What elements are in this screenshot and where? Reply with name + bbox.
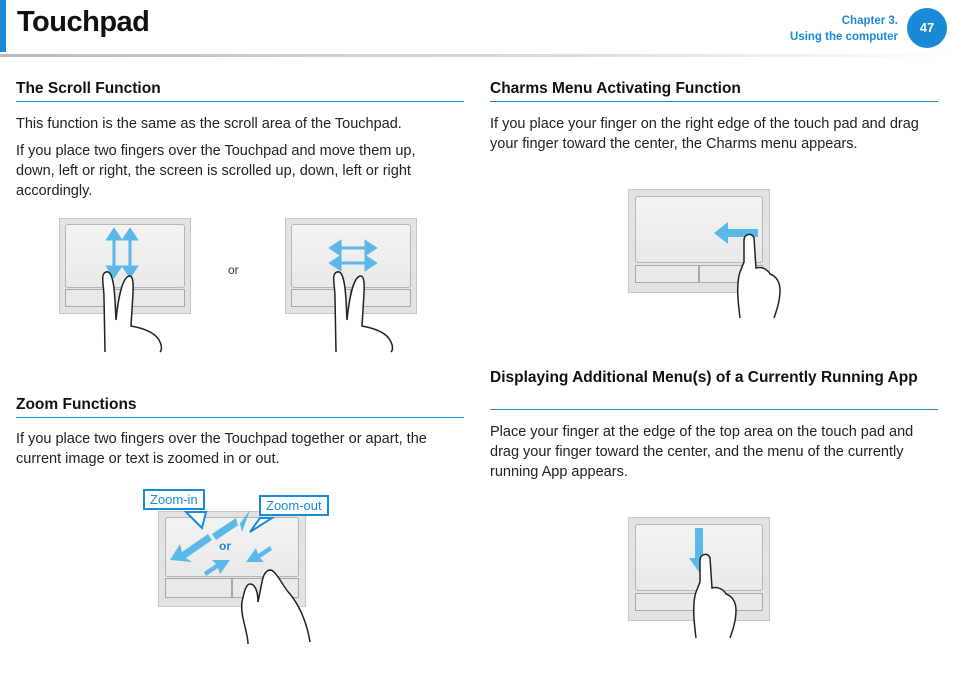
one-finger-hand-icon [730,232,782,318]
chapter-subtitle: Using the computer [790,31,898,43]
app-menu-section-title: Displaying Additional Menu(s) of a Currently Running App [490,369,918,386]
zoom-section-rule [16,417,464,418]
two-finger-hand-icon [98,270,168,352]
touchpad-left-button [165,578,232,598]
chapter-number: Chapter 3. [841,15,898,27]
app-menu-section-rule [490,409,938,410]
header-divider [0,54,954,57]
two-finger-hand-icon [236,562,312,644]
touchpad-left-button [635,265,699,283]
scroll-para-1: This function is the same as the scroll area of the Touchpad. [16,116,402,132]
zoom-out-callout: Zoom-out [259,495,329,516]
zoom-or-label: or [219,539,231,553]
scroll-para-2: If you place two fingers over the Touchpad and move them up, down, left or right, the screen is scrolled up, down, left or right accordingly. [16,143,416,199]
header-accent-bar [0,0,6,52]
chapter-label [790,13,898,45]
page-number-badge: 47 [907,8,947,48]
app-menu-para: Place your finger at the edge of the top area on the touch pad and drag your finger toward the center, and the menu of the currently running App appears. [490,424,914,480]
charms-section-rule [490,101,938,102]
scroll-section-rule [16,101,464,102]
horizontal-scroll-arrow-icon [331,242,375,270]
zoom-in-callout-pointer [186,512,208,530]
charms-section-title: Charms Menu Activating Function [490,80,741,97]
zoom-section-title: Zoom Functions [16,396,137,413]
scroll-or-label: or [228,263,239,277]
two-finger-hand-icon [329,270,399,352]
zoom-in-callout: Zoom-in [143,489,205,510]
page-title: Touchpad [17,6,150,38]
one-finger-hand-icon [686,552,738,638]
scroll-section-title: The Scroll Function [16,80,161,97]
zoom-out-callout-pointer [250,518,274,534]
charms-para: If you place your finger on the right edge of the touch pad and drag your finger toward the center, the Charms menu appears. [490,116,919,152]
zoom-para: If you place two fingers over the Touchpad together or apart, the current image or text is zoomed in or out. [16,431,427,467]
